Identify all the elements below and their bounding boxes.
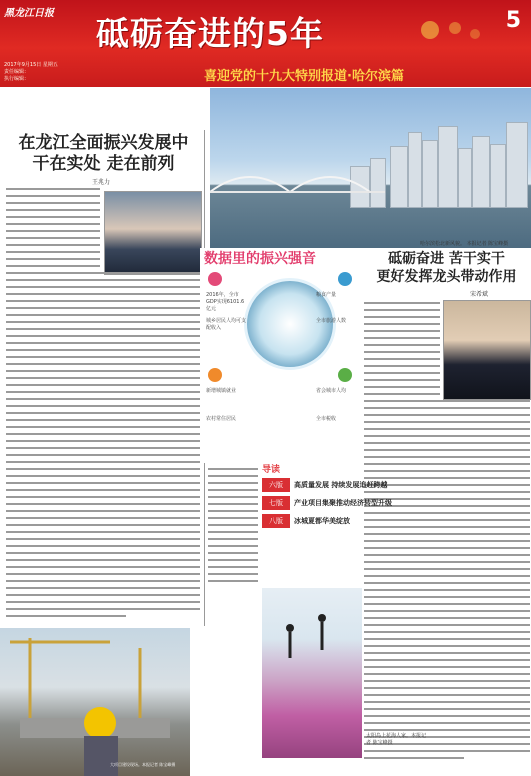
flower-photo-caption: 太阳岛上花海人家。本报记者 陈宝峰摄 [366, 733, 427, 746]
stat-item: 粮食产量 [316, 292, 337, 298]
skyline-photo[interactable] [210, 88, 531, 248]
skyline-caption: 哈尔滨松北新风貌。 本报记者 陈宝峰摄 [420, 241, 509, 247]
right-title-line1: 砥砺奋进 苦干实干 [388, 251, 505, 267]
center-article-text-lines [208, 466, 258, 626]
stat-item: 农村常住居民 [206, 416, 237, 422]
special-report-subtitle: 喜迎党的十九大特别报道·哈尔滨篇 [204, 69, 404, 84]
dancers-icon [262, 588, 362, 758]
guide-item-text: 产业项目集聚推动经济转型升级 [294, 499, 392, 507]
stat-item: 2016年，全市GDP实现6101.6亿元 [206, 292, 245, 312]
infographic-dot-icon [208, 272, 222, 286]
stat-item: 新增城镇就业 [206, 388, 237, 394]
guide-item-text: 冰城夏都华美绽放 [294, 517, 350, 525]
party-emblem-icon [410, 10, 490, 50]
right-article-byline: 宋希斌 [470, 291, 489, 298]
construction-site-photo[interactable] [0, 628, 190, 776]
paper-logo: 黑龙江日报 [4, 8, 54, 19]
left-title-line1: 在龙江全面振兴发展中 [18, 133, 189, 153]
infographic-dot-icon [208, 368, 222, 382]
guide-header: 导读 [262, 465, 281, 475]
guide-item-tag: 六版 [262, 478, 290, 492]
meta-date: 2017年9月15日 星期五 [4, 62, 58, 68]
guide-item[interactable] [262, 496, 392, 510]
left-article-title[interactable] [6, 133, 201, 175]
stat-item: 省会城市人均 [316, 388, 347, 394]
left-title-line2: 干在实处 走在前列 [32, 154, 175, 174]
infographic-dot-icon [338, 272, 352, 286]
data-infographic[interactable] [200, 248, 360, 463]
masthead-meta [4, 62, 58, 83]
banner-title: 砥砺奋进的5年 [96, 14, 324, 53]
infographic-title: 数据里的振兴强音 [204, 251, 316, 267]
right-article-title[interactable] [364, 250, 529, 286]
guide-item[interactable] [262, 514, 360, 528]
flower-field-photo[interactable] [262, 588, 362, 758]
crane-icon [0, 628, 190, 776]
page-number: 5 [505, 8, 521, 33]
guide-item-text: 高质量发展 持续发展追赶跨越 [294, 481, 388, 489]
meta-editor: 责任编辑： [4, 69, 30, 75]
right-article-text-lines [364, 300, 530, 770]
stat-item: 城乡居民人均可支配收入 [206, 318, 247, 331]
site-photo-caption: 大项目建设现场。本报记者 陈宝峰摄 [110, 762, 176, 767]
stat-item: 全市税收 [316, 416, 337, 422]
bridge-icon [210, 148, 531, 198]
guide-box [262, 462, 392, 550]
masthead [0, 0, 531, 87]
guide-item-tag: 七版 [262, 496, 290, 510]
guide-item-tag: 八版 [262, 514, 290, 528]
guide-item[interactable] [262, 478, 388, 492]
left-article-text-lines [6, 186, 206, 626]
stat-item: 全市旅游人数 [316, 318, 347, 324]
meta-exec-editor: 执行编辑： [4, 76, 30, 82]
left-article-byline: 王兆力 [92, 179, 111, 186]
infographic-dot-icon [338, 368, 352, 382]
right-title-line2: 更好发挥龙头带动作用 [376, 269, 517, 285]
